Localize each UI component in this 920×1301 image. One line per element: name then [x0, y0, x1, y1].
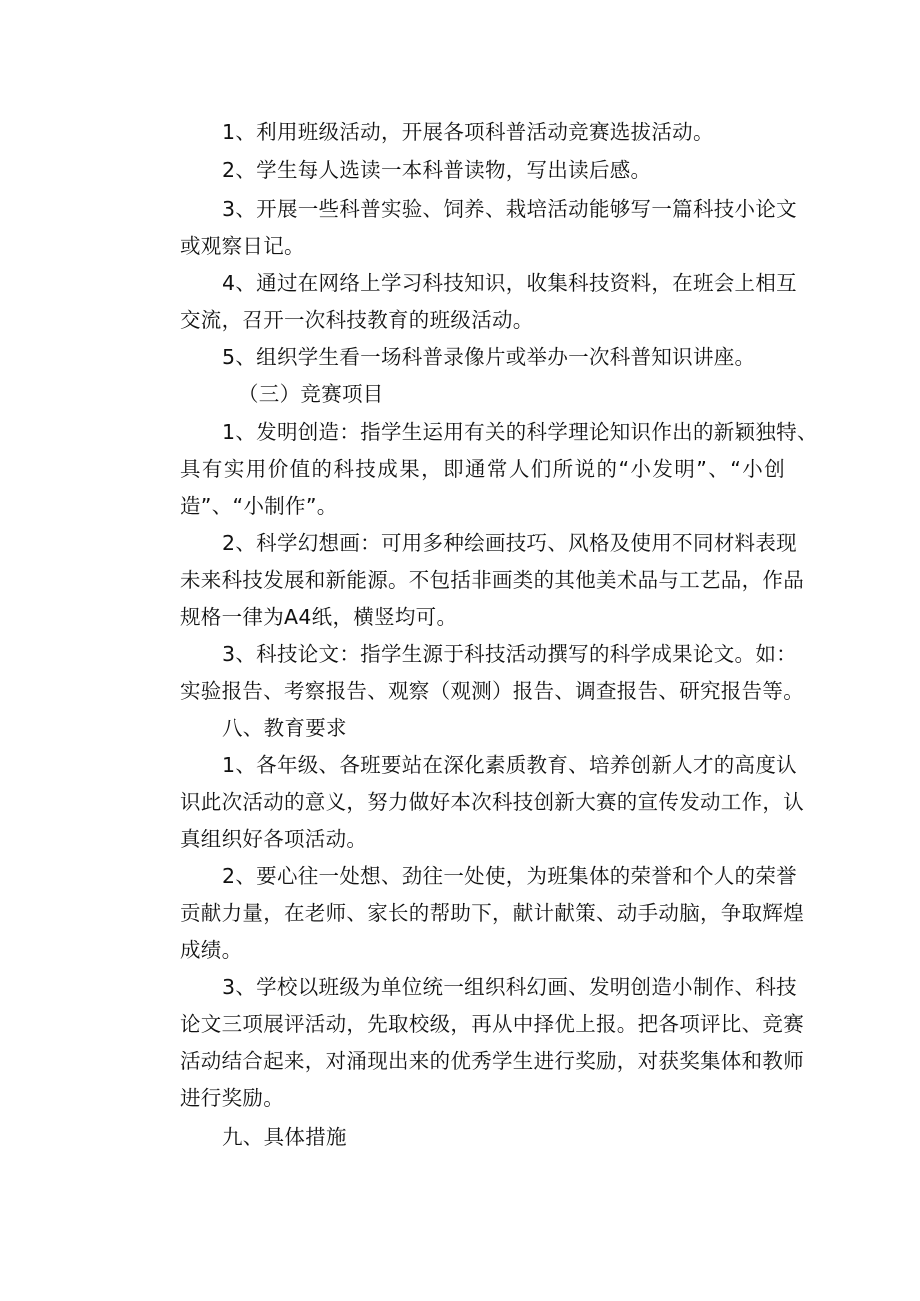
paragraph-line: 2、学生每人选读一本科普读物，写出读后感。: [222, 158, 652, 182]
paragraph-line: 真组织好各项活动。: [180, 827, 368, 851]
paragraph-line: 2、要心往一处想、劲往一处使，为班集体的荣誉和个人的荣誉: [222, 864, 797, 888]
section-heading: （三）竞赛项目: [238, 382, 384, 406]
section-heading: 九、具体措施: [222, 1125, 347, 1149]
paragraph-line: 2、科学幻想画：可用多种绘画技巧、风格及使用不同材料表现: [222, 531, 797, 555]
paragraph-line: 1、利用班级活动，开展各项科普活动竞赛选拔活动。: [222, 120, 714, 144]
paragraph-line: 未来科技发展和新能源。不包括非画类的其他美术品与工艺品，作品: [180, 568, 804, 592]
paragraph-line: 或观察日记。: [180, 234, 305, 258]
paragraph-line: 贡献力量，在老师、家长的帮助下，献计献策、动手动脑，争取辉煌: [180, 901, 804, 925]
paragraph-line: 4、通过在网络上学习科技知识，收集科技资料，在班会上相互: [222, 271, 797, 295]
paragraph-line: 3、开展一些科普实验、饲养、栽培活动能够写一篇科技小论文: [222, 197, 797, 221]
paragraph-line: 1、各年级、各班要站在深化素质教育、培养创新人才的高度认: [222, 753, 797, 777]
paragraph-line: 1、发明创造：指学生运用有关的科学理论知识作出的新颖独特、: [222, 420, 818, 444]
paragraph-line: 5、组织学生看一场科普录像片或举办一次科普知识讲座。: [222, 345, 756, 369]
paragraph-line: 成绩。: [180, 938, 243, 962]
paragraph-line: 识此次活动的意义，努力做好本次科技创新大赛的宣传发动工作，认: [180, 790, 804, 814]
paragraph-line: 具有实用价值的科技成果，即通常人们所说的“小发明”、“小创: [180, 457, 785, 481]
paragraph-line: 交流，召开一次科技教育的班级活动。: [180, 308, 534, 332]
paragraph-line: 活动结合起来，对涌现出来的优秀学生进行奖励，对获奖集体和教师: [180, 1049, 804, 1073]
paragraph-line: 规格一律为A4纸，横竖均可。: [180, 605, 458, 629]
paragraph-line: 3、学校以班级为单位统一组织科幻画、发明创造小制作、科技: [222, 975, 797, 999]
paragraph-line: 论文三项展评活动，先取校级，再从中择优上报。把各项评比、竞赛: [180, 1012, 804, 1036]
paragraph-line: 进行奖励。: [180, 1086, 284, 1110]
paragraph-line: 3、科技论文：指学生源于科技活动撰写的科学成果论文。如：: [222, 642, 797, 666]
paragraph-line: 造”、“小制作”。: [180, 494, 338, 518]
paragraph-line: 实验报告、考察报告、观察（观测）报告、调查报告、研究报告等。: [180, 679, 804, 703]
section-heading: 八、教育要求: [222, 716, 347, 740]
